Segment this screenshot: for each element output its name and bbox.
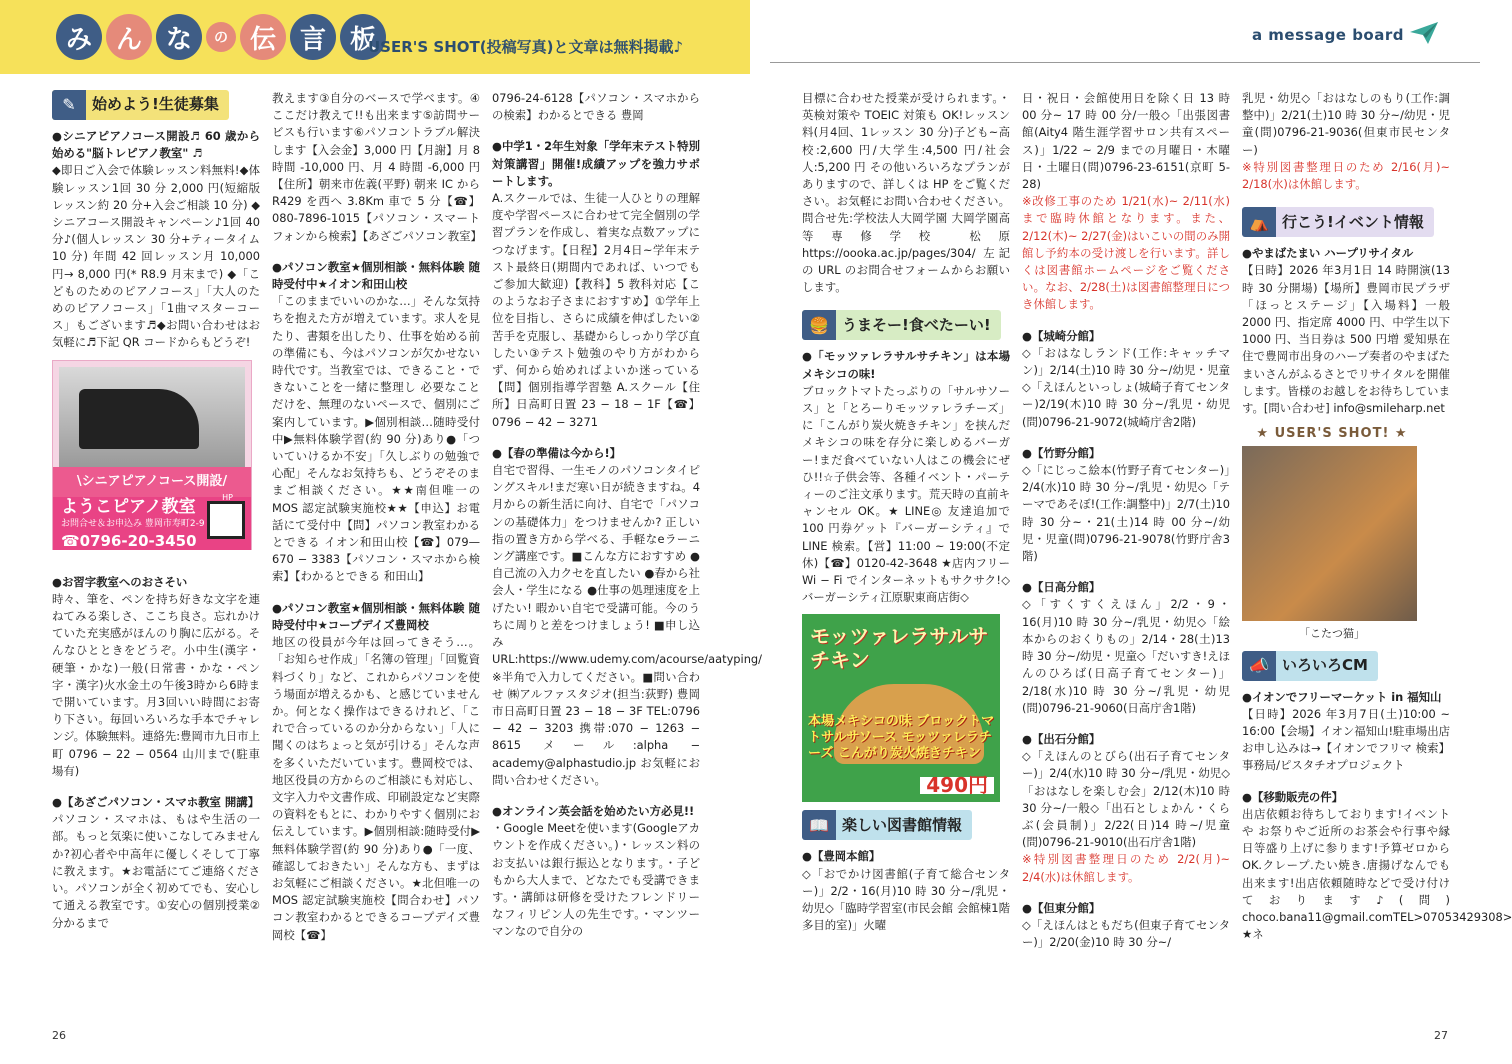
piano-photo (59, 367, 245, 467)
article-body: ◇「すくすくえほん」2/2・9・16(月)10 時 30 分~/乳児・幼児◇「絵本からのおくりもの」2/14・28(土)13 時 30 分~/幼児・児童◇「だいすき!えほんのひろば(日高子育てセンター)」2/18(水)10 時 30 分~/乳児・幼児(問)0796-21-9060(日高庁舎1階) (1022, 597, 1230, 715)
article-body: 日・祝日・会館使用日を除く日 13 時 00 分~ 17 時 00 分/一般◇「出張図書館(Aity4 階生涯学習サロン共有スペース)」1/22 ~ 2/9 までの月曜日・木曜日・土曜日(問)0796-23-6151(京町 5-28) (1022, 91, 1230, 192)
article-heading: ●お習字教室へのおさそい (52, 574, 188, 589)
article-body: 地区の役員が今年は回ってきそう…。「お知らせ作成」「名簿の管理」「回覧資料づくり」など、これからパソコンを使う場面が増えるかも、と感じていませんか。何となく操作はできるけれど、「これで合っているのか分からない」「人に聞くのはちょっと気が引ける」そんな声を多くいただいています。豊岡校では、地区役員の方からのご相談にも対応し、文字入力や文書作成、印刷設定など実際の資料をもとに、わかりやすく個別にお伝えしています。▶個別相談:随時受付▶無料体験学習(約 90 分)あり●「一度、確認しておきたい」そんな方も、まずはお気軽にご相談ください。★北但唯一の MOS 認定試験実施校【問合わせ】パソコン教室わかるとできるコープデイズ豊岡校【☎】 (272, 635, 480, 942)
ad-band: \シニアピアノコース開設/ (53, 467, 251, 497)
article-body: 【日時】2026 年3月1日 14 時開演(13 時 30 分開場)【場所】豊岡市民プラザ「ほっとステージ」【入場料】一般 2000 円、指定席 4000 円、中学生以下 1000 円、当日券は 500 円増 愛知県在住で豊岡市出身のハープ奏者のやまばたまいさんがふるさとでリサイタルを開催します。皆様のお越しをお待ちしています。[問い合わせ] info@smileharp.net (1242, 263, 1450, 416)
article-body: 教えます③自分のベースで学べます。④ここだけ教えて!!も出来ます⑤訪問サービスも行います⑥パソコントラブル解決します【入会金】3,000 円【月謝】月 8 時間 -10,000 円、月 4 時間 -6,000 円【住所】朝来市佐義(平野) 朝来 IC から R429 を西へ 3.8Km 車で 5 分【☎】080-7896-1015【パソコン・スマートフォンから検索】【あざごパソコン教室】 (272, 91, 482, 243)
column-1 (52, 90, 260, 1040)
piano-icon (79, 389, 199, 449)
article-heading: ●【城崎分館】 (1022, 328, 1101, 343)
title-char: 伝 (240, 14, 286, 60)
title-char: な (156, 14, 202, 60)
ad-phone: ☎0796-20-3450 (61, 532, 197, 551)
cat-photo (1242, 446, 1417, 621)
article-body: ◇「えほんはともだち(但東子育てセンター)」2/20(金)10 時 30 分~/ (1022, 917, 1230, 950)
article-heading: ●【豊岡本館】 (802, 849, 881, 864)
book-icon: 📖 (802, 810, 836, 840)
section-cm-heading: 📣 いろいろCM (1242, 651, 1378, 681)
article-body: 出店依頼お待ちしております!イベントや お祭りやご近所のお茶会や行事や縁日等盛り上げに参ります!予算ゼロから OK.クレープ.たい焼き.唐揚げなんでも出来ます!出店依頼随時などで受け付けております♪(問) choco.bana11@gmail.comTEL>07053429308> ★ネ (1242, 806, 1512, 942)
header-banner (0, 0, 750, 74)
column-3 (492, 90, 762, 1040)
tent-icon: ⛺ (1242, 207, 1276, 237)
article-heading: ●中学1・2年生対象「学年末テスト特別対策講習」開催!成績アップを強力サポートします。 (492, 139, 700, 188)
user-shot (1242, 425, 1422, 642)
article-heading: ●【あざごパソコン・スマホ教室 開講】 (52, 795, 260, 810)
page-number-right: 27 (1434, 1029, 1448, 1042)
column-2 (272, 90, 480, 1040)
header-divider (770, 62, 1480, 63)
user-shot-caption: 「こたつ猫」 (1299, 627, 1365, 641)
article-heading: ●やまばたまい ハープリサイタル (1242, 246, 1414, 261)
column-6 (1242, 90, 1512, 1040)
article-body: 「このままでいいのかな…」そんな気持ちを抱えた方が増えています。求人を見たり、書類を出したり、仕事を始める前の準備にも、今はパソコンが欠かせない時代です。当教室では、できること・できないことを一緒に整理し 必要なことだけを、無理のないペースで、個別にご案内しています。▶個別相談…随時受付中▶無料体験学習(約 90 分)あり●「ついていけるか不安」「久しぶりの勉強で心配」そんなお気持ちも、どうぞそのままご相談ください。★★南但唯一の MOS 認定試験実施校★★【申込】お電話にて受付中【問】パソコン教室わかるとできる イオン和田山校【☎】079—670 − 3383【パソコン・スマホから検索】【わかるとできる 和田山】 (272, 294, 480, 584)
section-event-heading: ⛺ 行こう!イベント情報 (1242, 207, 1434, 237)
qr-code-icon[interactable] (207, 501, 245, 539)
column-5 (1022, 90, 1230, 1040)
article-body: ◆即日ご入会で体験レッスン料無料!◆体験レッスン1回 30 分 2,000 円(短縮版レッスン約 20 分+入会ご相談 10 分) ◆シニアコース開設キャンペーン♪1回 40 分♪(個人レッスン 30 分+ティータイム 10 分) 年間 42 回レッスン月 10,000 円→ 8,000 円(* R8.9 月末まで) ◆「こどものためのピアノコース」「大人のためのピアノコース」「1曲マスターコース」もございます♬◆お問い合わせはお気軽に♬下記 QR コードからもどうぞ! (52, 163, 260, 350)
article-heading: ●パソコン教室★個別相談・無料体験 随時受付中★コープデイズ豊岡校 (272, 600, 480, 632)
article-heading: ●【但東分館】 (1022, 900, 1101, 915)
article-heading: ●【竹野分館】 (1022, 445, 1101, 460)
article-body: ・Google Meetを使います(Googleアカウントを作成ください。)・レッスン料のお支払いは銀行振込となります。・子どもから大人まで、どなたでも受講できます。・講師は研修を受けたフレンドリーなフィリピン人の先生です。・マンツーマンなので自分の (492, 821, 700, 939)
article-heading: ●シニアピアノコース開設♬ 60 歳から始める"脳トレピアノ教室" ♬ (52, 129, 260, 161)
article-body: A.スクールでは、生徒一人ひとりの理解度や学習ペースに合わせて完全個別の学習プランを作成し、着実な点数アップにつなげます。【日程】2月4日~学年末テスト最終日(期間内であれば、いつでもご参加大歓迎)【教科】5 教科対応【このようなお子さまにおすすめ】①学年上位を目指し、さらに成績を伸ばしたい②苦手を克服し、基礎からしっかり学び直したい③テスト勉強のやり方がわからず、何から始めればよいか迷っている【問】個別指導学習塾 A.スクール【住所】日高町日置 23 − 18 − 1F【☎】0796 − 42 − 3271 (492, 191, 700, 429)
article-body: 目標に合わせた授業が受けられます。・英検対策や TOEIC 対策も OK!レッスン料(月4回、1レッスン 30 分)子ども~高校:2,600 円/大学生:4,500 円/社会人:5,200 円 その他いろいろなプランがありますので、詳しくは HP をご覧ください。お気軽にお問い合わせください。問合せ先:学校法人大岡学園 大岡学園高等専修学校 松原 https://oooka.ac.jp/pages/304/ 左記の URL のお問合せフォームからお願いします。 (802, 91, 1010, 295)
article-body: ◇「えほんのとびら(出石子育てセンター)」2/4(水)10 時 30 分~/乳児・幼児◇「おはなしを楽しむ会」2/12(木)10 時 30 分~/一般◇「出石としょかん・くらぶ(会員制)」2/22(日)14 時~/児童(問)0796-21-9010(出石庁舎1階) (1022, 749, 1230, 850)
article-body: 【日時】2026 年3月7日(土)10:00 ~ 16:00【会場】イオン福知山!駐車場出店お申し込みは→【イオンでフリマ 検索】事務局/ピスタチオプロジェクト (1242, 706, 1450, 773)
notice-text: ※改修工事のため 1/21(水)~ 2/11(水)まで臨時休館となります。また、2/12(木)~ 2/27(金)はいこいの間のみ開館し予約本の受け渡しを行います。詳しくは図書館ホームページをご覧ください。なお、2/28(土)は図書館整理日につき休館します。 (1022, 194, 1230, 312)
burger-ad-subtitle: 本場メキシコの味 ブロックトマトサルサソース モッツァレラチーズ こんがり炭火焼きチキン (808, 714, 995, 762)
title-char: 板 (340, 14, 386, 60)
pencil-ruler-icon: ✎ (52, 90, 86, 120)
header-subtitle: USER'S SHOT(投稿写真)と文章は無料掲載♪ (368, 38, 684, 56)
article-body: ブロックトマトたっぷりの「サルサソース」と「とろーりモッツァレラチーズ」に「こんがり炭火焼きチキン」を挟んだメキシコの味を存分に楽しめるバーガー!まだ食べていない人はこの機会にぜひ!!☆子供会等、各種イベント・パーティーのご注文承ります。荒天時の直前キャンセル OK。★ LINE◎ 友達追加で 100 円券ゲット『バーガーシティ』で LINE 検索。【営】11:00 ~ 19:00(不定休)【☎】0120-42-3648 ★店内フリー Wi − Fi でインターネットもサクサク!◇バーガーシティ江原駅東商店街◇ (802, 383, 1010, 605)
notice-text: ※特別図書整理日のため 2/2(月)~ 2/4(水)は休館します。 (1022, 852, 1230, 884)
article-heading: ●【春の準備は今から!】 (492, 445, 622, 460)
column-4 (802, 90, 1010, 1040)
article-body: 乳児・幼児◇「おはなしのもり(工作:調整中)」2/21(土)10 時 30 分~/幼児・児童(問)0796-21-9036(但東市民センター) (1242, 91, 1450, 157)
section-gourmet-heading: 🍔 うまそー!食べたーい! (802, 310, 1001, 340)
article-body: 時々、筆を、ペンを持ち好きな文字を連ねてみる楽しさ、ここち良さ。忘れかけていた充実感がほんのり胸に広がる。そんなひとときをどうぞ。小中生(漢字・硬筆・かな)一般(日常書・かな・ペン字・漢字)火水金土の午後3時から6時まで開いています。月3回いい時間にお寄り下さい。毎回いろいろな手本でチャレンジ。体験無料。連絡先:豊岡市九日市上町 0796 − 22 − 0564 山川まで(駐車場有) (52, 591, 260, 778)
article-body: 自宅で習得、一生モノのパソコンタイピングスキル!まだ寒い日が続きますね。4月からの新生活に向け、自宅で「パソコンの基礎体力」をつけませんか? 正しい指の置き方から学べる、手軽なeラーニング講座です。■こんな方におすすめ ●自己流の入力クセを直したい ●春から社会人・学生になる ●仕事の処理速度を上げたい! 暇かい自宅で受講可能。今のうちに周りと差をつけましょう! ■申し込み URL:https://www.udemy.com/acourse/aatyping/ ※半角で入力してください。■問い合わせ ㈱アルファスタジオ(担当:荻野) 豊岡市日高町日置 23 − 18 − 3F TEL:0796 − 42 − 3203 携帯:070 − 1263 − 8615 メール:alpha − academy@alphastudio.jp お気軽にお問い合わせください。 (492, 463, 762, 787)
article-heading: ●【出石分館】 (1022, 731, 1101, 746)
article-body: パソコン・スマホは、もはや生活の一部。もっと気楽に使いこなしてみませんか?初心者や中高年に優しくそして丁寧に教えます。★お電話にてご連絡ください。パソコンが全く初めてでも、安心して通える教室です。①安心の個別授業②分かるまで (52, 812, 260, 930)
article-body: 0796-24-6128【パソコン・スマホからの検索】わかるとできる 豊岡 (492, 91, 700, 123)
article-body: ◇「にじっこ絵本(竹野子育てセンター)」2/4(水)10 時 30 分~/乳児・幼児◇「テーマであそぼ!(工作:調整中)」2/7(土)10 時 30 分~・21(土)14 時 00 分~/幼児・児童(問)0796-21-9078(竹野庁舎3階) (1022, 463, 1230, 564)
user-shot-label: ★ USER'S SHOT! ★ (1256, 426, 1408, 442)
article-heading: ●【移動販売の件】 (1242, 789, 1344, 804)
notice-text: ※特別図書整理日のため 2/16(月)~ 2/18(水)は休館します。 (1242, 159, 1450, 192)
megaphone-icon: 📣 (1242, 651, 1276, 681)
article-body: ◇「おでかけ図書館(子育て総合センター)」2/2・16(月)10 時 30 分~/乳児・幼児◇「臨時学習室(市民会館 会館棟1階多目的室)」火曜 (802, 866, 1010, 933)
section-recruit-heading: ✎ 始めよう!生徒募集 (52, 90, 229, 120)
message-board-label: a message board (1251, 26, 1404, 44)
paper-plane-icon (1410, 22, 1438, 44)
ad-address: お問合せ＆お申込み 豊岡市寿町2-9 (61, 518, 205, 529)
title-char: ん (106, 14, 152, 60)
section-library-heading: 📖 楽しい図書館情報 (802, 810, 972, 840)
ad-hp-label: HP (222, 492, 233, 502)
burger-ad-image (802, 614, 1000, 802)
article-heading: ●【日高分館】 (1022, 580, 1101, 595)
article-heading: ●イオンでフリーマーケット in 福知山 (1242, 689, 1442, 704)
title-char: 言 (290, 14, 336, 60)
page-title (56, 14, 386, 60)
burger-icon: 🍔 (802, 310, 836, 340)
right-page (750, 0, 1512, 1064)
piano-ad-image (52, 360, 252, 550)
title-char: の (206, 22, 236, 52)
ad-name: ようこピアノ教室 (61, 496, 196, 517)
article-heading: ●パソコン教室★個別相談・無料体験 随時受付中★イオン和田山校 (272, 259, 480, 292)
article-heading: ●オンライン英会話を始めたい方必見!! (492, 803, 695, 818)
article-body: ◇「おはなしランド(工作:キャッチマン)」2/14(土)10 時 30 分~/幼児・児童 ◇「えほんといっしょ(城崎子育てセンター)2/19(木)10 時 30 分~/乳児・幼児(問)0796-21-9072(城崎庁舎2階) (1022, 345, 1230, 429)
page-number-left: 26 (52, 1029, 66, 1042)
title-char: み (56, 14, 102, 60)
burger-ad-price: 490円 (920, 777, 994, 794)
article-heading: ●「モッツァレラサルサチキン」は本場メキシコの味! (802, 349, 1010, 381)
burger-ad-title: モッツァレラサルサチキン (810, 624, 989, 673)
